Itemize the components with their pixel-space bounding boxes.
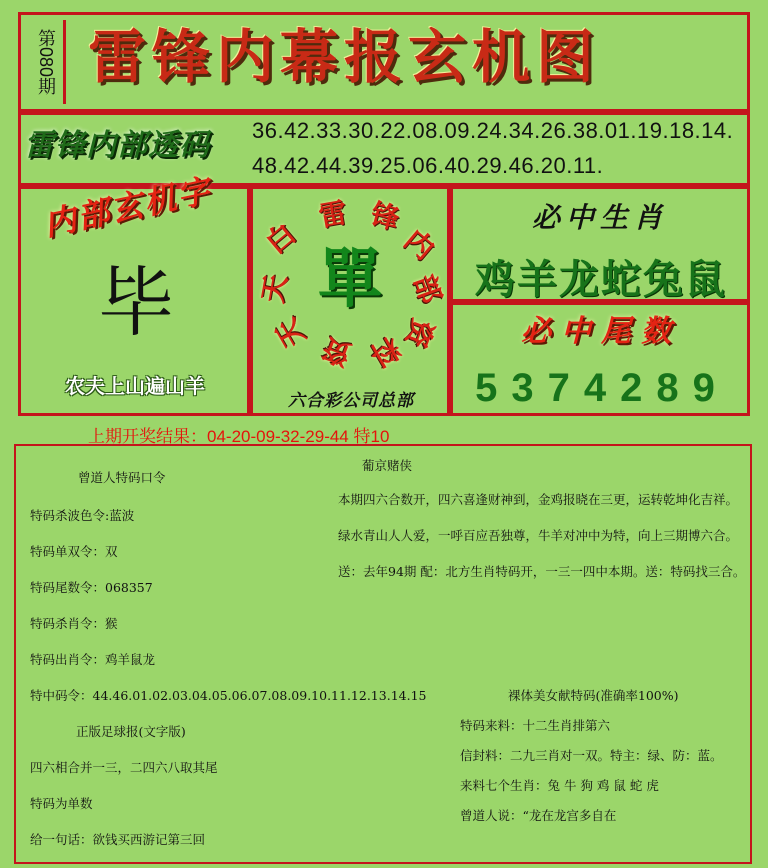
right-line-2: 特码来料：十二生肖排第六	[460, 718, 611, 733]
right-line-2: 曾道人说：“龙在龙宫多自在	[460, 808, 617, 823]
ring-char: 雷	[316, 195, 350, 234]
ring-char: 部	[407, 270, 448, 308]
left-title: 曾道人特码口令	[78, 470, 166, 485]
right-title: 葡京赌侠	[362, 458, 413, 473]
ring-char: 天	[269, 312, 312, 354]
ring-char: 锋	[367, 196, 403, 237]
last-result: 上期开奖结果：04-20-09-32-29-44 特10	[88, 427, 390, 446]
ring-char: 白	[259, 216, 303, 261]
left-line-2: 给一句话：欲钱买西游记第三回	[30, 832, 206, 847]
right-title-2: 裸体美女献特码(准确率100%)	[508, 688, 679, 703]
right-line-2: 信封料：二九三肖对一双。特主：绿、防：蓝。	[460, 748, 723, 763]
mystery-arc-label: 内部玄机字	[40, 171, 215, 244]
right-line: 本期四六合数开，四六喜逢财神到，金鸡报晓在三更，运转乾坤化吉祥。	[338, 492, 739, 507]
ring-char: 料	[364, 330, 406, 373]
single-char: 單	[318, 242, 382, 317]
right-line: 绿水青山人人爱，一呼百应吾独尊，牛羊对冲中为特，向上三期博六合。	[338, 528, 739, 543]
left-line: 特中码令：44.46.01.02.03.04.05.06.07.08.09.10.11.12.13.14.15	[30, 688, 427, 703]
ring-char: 资	[399, 314, 440, 352]
ring-char: 天	[255, 272, 294, 306]
left-title-2: 正版足球报(文字版)	[76, 724, 186, 739]
left-line: 特码单双令：双	[30, 544, 118, 559]
single-footer: 六合彩公司总部	[288, 391, 414, 411]
ring-char: 内	[397, 222, 441, 267]
right-line: 送：去年94期 配：北方生肖特码开，一三一四中本期。送：特码找三合。	[338, 564, 746, 579]
left-line-2: 四六相合并一三，二四六八取其尾	[30, 760, 218, 775]
codes-line-2: 48.42.44.39.25.06.40.29.46.20.11.	[252, 153, 604, 178]
right-line-2: 来料七个生肖：兔 牛 狗 鸡 鼠 蛇 虎	[460, 778, 659, 793]
left-line: 特码出肖令：鸡羊鼠龙	[30, 652, 156, 667]
tail-value: 5374289	[475, 366, 729, 410]
codes-line-1: 36.42.33.30.22.08.09.24.34.26.38.01.19.18.14.	[252, 118, 734, 143]
left-line-2: 特码为单数	[30, 796, 93, 811]
codes-label: 雷锋内部透码	[24, 128, 210, 163]
page-title: 雷锋内幕报玄机图	[88, 23, 601, 91]
issue-label: 第080期	[30, 20, 66, 104]
zodiac-value: 鸡羊龙蛇兔鼠	[475, 256, 727, 303]
tail-label: 必中尾数	[521, 314, 681, 349]
mystery-caption: 农夫上山遍山羊	[65, 374, 205, 398]
left-line: 特码杀肖令：猴	[30, 616, 118, 631]
zodiac-label: 必中生肖	[531, 201, 668, 234]
left-line: 特码杀波色令:蓝波	[30, 508, 135, 523]
left-line: 特码尾数令：068357	[30, 580, 153, 595]
mystery-char: 毕	[98, 258, 174, 347]
ring-char: 资	[318, 331, 356, 372]
